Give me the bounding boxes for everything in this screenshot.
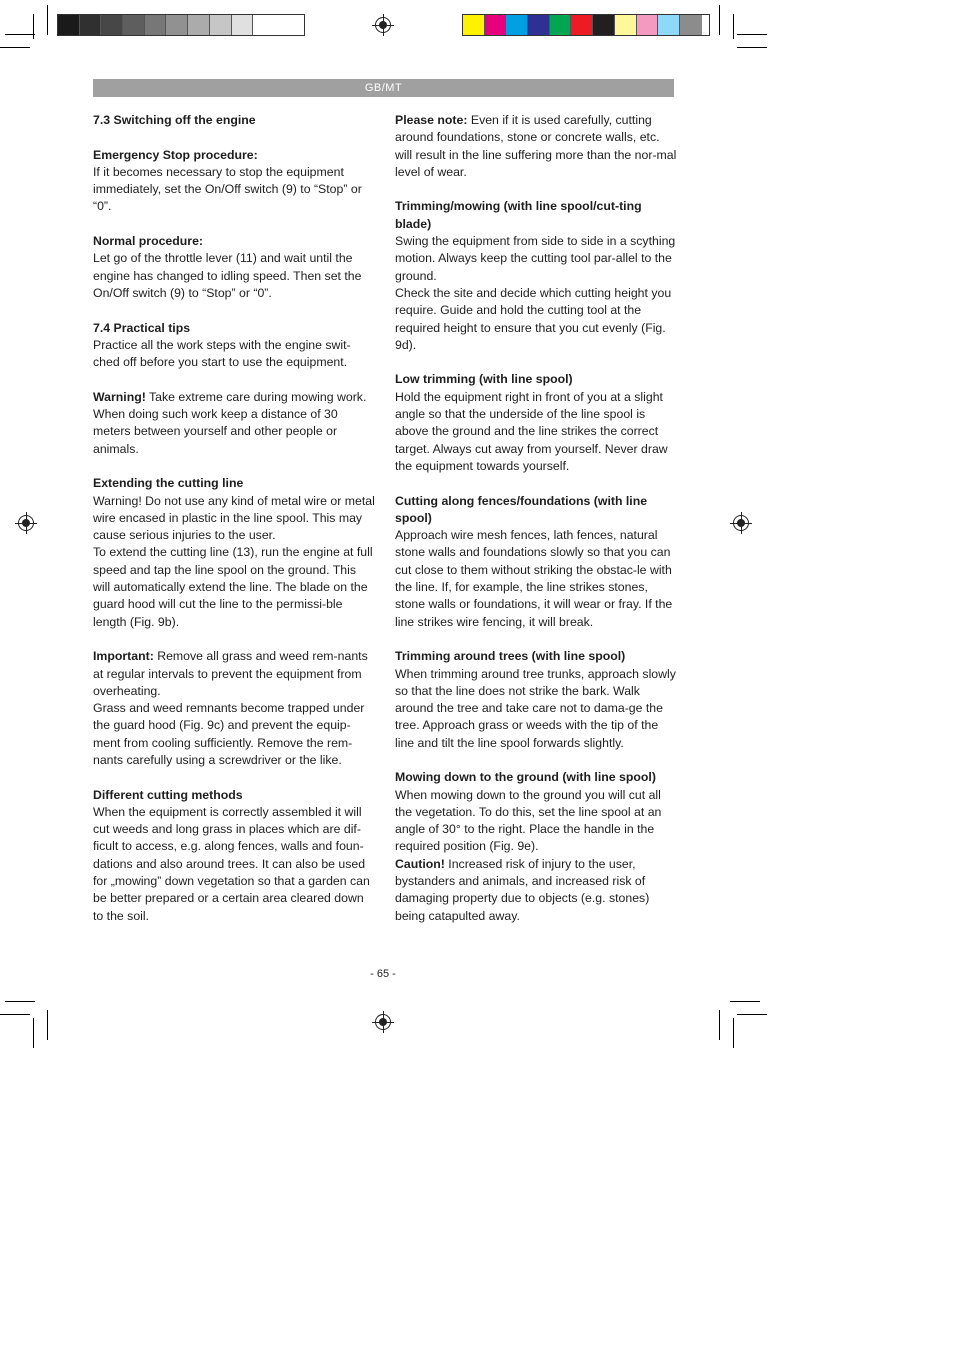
crop-mark	[733, 1018, 734, 1048]
paragraph: When trimming around tree trunks, approach slowly so that the line does not strike the bark. Walk around the tree and take care not to dama-ge the tree. Approach grass or weeds with the tip of the line and tilt the line spool forwards slightly.	[395, 666, 676, 750]
registration-mark-icon	[375, 17, 391, 33]
caution-paragraph	[395, 856, 677, 925]
crop-mark	[719, 1010, 720, 1040]
gray-calibration-strip	[57, 14, 305, 36]
paragraph: Check the site and decide which cutting height you require. Guide and hold the cutting tool at the required height to ensure that you cut evenly (Fig. 9d).	[395, 285, 672, 352]
color-swatch	[637, 15, 659, 35]
warning-label: Warning!	[93, 389, 146, 404]
paragraph: When the equipment is correctly assembled it will cut weeds and long grass in places which are dif-ficult to access, e.g. along fences, walls and foun-dations and also around trees. It can also be used for „mowing” down vegetation so that a garden can be better prepared or a certain area cleared down to the soil.	[93, 804, 370, 923]
paragraph: To extend the cutting line (13), run the engine at full speed and tap the line spool on the ground. This will automatically extend the line. The blade on the guard hood will cut the line to the permissi-ble length (Fig. 9b).	[93, 545, 373, 629]
paragraph: Let go of the throttle lever (11) and wait until the engine has changed to idling speed. Then set the On/Off switch (9) to “Stop” or “0”.	[93, 251, 362, 300]
paragraph: Practice all the work steps with the engine swit-ched off before you start to use the equipment.	[93, 337, 351, 370]
section-heading: 7.3 Switching off the engine	[93, 113, 256, 127]
color-calibration-strip	[462, 14, 710, 36]
important-paragraph	[93, 648, 375, 700]
subheading: Trimming/mowing (with line spool/cut-ting blade)	[395, 199, 642, 231]
crop-mark	[737, 1014, 767, 1015]
color-swatch	[550, 15, 572, 35]
caution-label: Caution!	[395, 856, 445, 871]
paragraph: When mowing down to the ground you will cut all the vegetation. To do this, set the line spool at an angle of 30° to the right. Place the handle in the required position (Fig. 9e).	[395, 787, 662, 854]
registration-mark-icon	[375, 1014, 391, 1030]
registration-mark-icon	[733, 515, 749, 531]
section-heading: 7.4 Practical tips	[93, 320, 191, 335]
color-swatch	[101, 15, 123, 35]
important-label: Important:	[93, 649, 154, 664]
left-column	[93, 112, 375, 942]
page-number: - 65 -	[370, 968, 396, 980]
paragraph: Approach wire mesh fences, lath fences, natural stone walls and foundations slowly so that you can cut close to them without striking the obstac-le with the line. If, for example, the line strikes stones, stone walls or foundations, it will wear or fray. If the line strikes wire fencing, it will break.	[395, 528, 673, 629]
paragraph: Swing the equipment from side to side in a scything motion. Always keep the cutting tool par-allel to the ground.	[395, 234, 676, 283]
subheading: Extending the cutting line	[93, 476, 244, 491]
crop-mark	[737, 47, 767, 48]
color-swatch	[145, 15, 167, 35]
color-swatch	[593, 15, 615, 35]
color-swatch	[615, 15, 637, 35]
note-label: Please note:	[395, 113, 468, 127]
crop-mark	[47, 5, 48, 35]
subheading: Mowing down to the ground (with line spool)	[395, 770, 656, 785]
subheading: Emergency Stop procedure:	[93, 147, 258, 162]
crop-mark	[5, 34, 35, 35]
color-swatch	[528, 15, 550, 35]
color-swatch	[166, 15, 188, 35]
color-swatch	[463, 15, 485, 35]
note-paragraph	[395, 112, 677, 181]
paragraph: If it becomes necessary to stop the equipment immediately, set the On/Off switch (9) to “Stop” or “0”.	[93, 164, 362, 214]
subheading: Different cutting methods	[93, 787, 243, 802]
subheading: Cutting along fences/foundations (with line spool)	[395, 493, 648, 525]
color-swatch	[571, 15, 593, 35]
right-column	[395, 112, 677, 942]
color-swatch	[232, 15, 254, 35]
subheading: Low trimming (with line spool)	[395, 372, 573, 387]
paragraph: Hold the equipment right in front of you at a slight angle so that the underside of the line spool is above the ground and the line strikes the correct target. Always cut away from yourself. Never draw the equipment towards yourself.	[395, 389, 668, 473]
color-swatch	[210, 15, 232, 35]
color-swatch	[123, 15, 145, 35]
crop-mark	[47, 1010, 48, 1040]
color-swatch	[485, 15, 507, 35]
subheading: Trimming around trees (with line spool)	[395, 649, 626, 664]
crop-mark	[719, 5, 720, 35]
crop-mark	[730, 1001, 760, 1002]
warning-paragraph	[93, 389, 375, 458]
caution-text: Increased risk of injury to the user, bystanders and animals, and increased risk of damaging property due to objects (e.g. stones) being catapulted away.	[395, 856, 650, 923]
important-text: Remove all grass and weed rem-nants at regular intervals to prevent the equipment from overheating.	[93, 649, 368, 698]
color-swatch	[253, 15, 275, 35]
crop-mark	[737, 34, 767, 35]
color-swatch	[680, 15, 702, 35]
warning-text: Take extreme care during mowing work. When doing such work keep a distance of 30 meters between yourself and other people or animals.	[93, 389, 367, 456]
crop-mark	[33, 1018, 34, 1048]
crop-mark	[33, 14, 34, 39]
language-header-bar: GB/MT	[93, 79, 674, 97]
color-swatch	[658, 15, 680, 35]
crop-mark	[0, 47, 30, 48]
color-swatch	[188, 15, 210, 35]
registration-mark-icon	[18, 515, 34, 531]
color-swatch	[58, 15, 80, 35]
note-text: Even if it is used carefully, cutting around foundations, stone or concrete walls, etc. will result in the line suffering more than the nor-mal level of wear.	[395, 113, 677, 179]
paragraph: Grass and weed remnants become trapped under the guard hood (Fig. 9c) and prevent the equip-ment from cooling sufficiently. Remove the rem-nants carefully using a screwdriver or the like.	[93, 701, 365, 767]
color-swatch	[80, 15, 102, 35]
crop-mark	[0, 1014, 30, 1015]
crop-mark	[733, 14, 734, 39]
color-swatch	[506, 15, 528, 35]
paragraph: Warning! Do not use any kind of metal wire or metal wire encased in plastic in the line spool. This may cause serious injuries to the user.	[93, 493, 375, 543]
subheading: Normal procedure:	[93, 234, 204, 249]
crop-mark	[5, 1001, 35, 1002]
